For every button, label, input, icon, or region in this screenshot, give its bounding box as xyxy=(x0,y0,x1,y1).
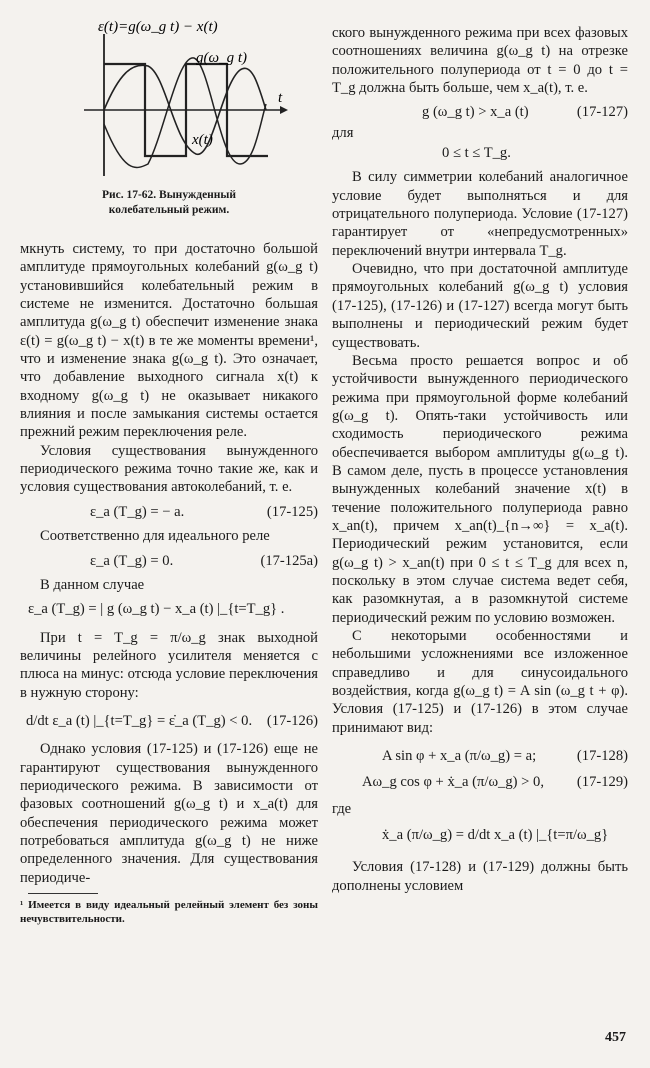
page-number: 457 xyxy=(605,1030,626,1045)
left-column xyxy=(20,0,318,926)
left-paragraph-6: Однако условия (17-125) и (17-126) еще не гарантируют существования вынужденного периодического режима. В зависимости от фазовых соотношений g(ω_g t) и x_a(t) для обеспечения периодического режима может потребоваться амплитуда g(ω_g t) не ниже определенного значения. Для существования периодиче- xyxy=(20,741,318,886)
figure-caption: Рис. 17-62. Вынужденный колебательный режим. xyxy=(101,189,237,216)
equation-interval: 0 ≤ t ≤ T_g. xyxy=(442,145,511,162)
equation-17-126: d/dt ε_a (t) |_{t=T_g} = ε̇_a (T_g) < 0. (17-126) xyxy=(26,712,318,729)
forced-oscillation-figure xyxy=(44,14,294,186)
equation-17-125a: ε_a (T_g) = 0. (17-125а) xyxy=(90,552,318,569)
label-epsilon: ε(t)=g(ω_g t) − x(t) xyxy=(98,19,218,35)
equation-x-dot: ẋ_a (π/ω_g) = d/dt x_a (t) |_{t=π/ω_g} xyxy=(382,827,609,844)
equation-17-129: Aω_g cos φ + ẋ_a (π/ω_g) > 0, (17-129) xyxy=(362,774,628,791)
left-paragraph-2: Условия существования вынужденного периодического режима точно такие же, как и условия существования автоколебаний, т. е. xyxy=(20,442,318,496)
left-paragraph-5: При t = T_g = π/ω_g знак выходной величины релейного усилителя меняется с плюса на минус: отсюда условие переключения в нужную сторону: xyxy=(20,629,318,701)
left-paragraph-3: Соответственно для идеального реле xyxy=(40,528,270,545)
right-paragraph-4: Весьма просто решается вопрос и об устойчивости вынужденного периодического режима при прямоугольной форме колебаний g(ω_g t). Опять-таки устойчивость или сходимость периодического режима обеспечивается выбором амплитуды g(ω_g t). В самом деле, пусть в процессе установления вынужденных колебаний значение x(t) в течение положительного полупериода равно x_an(t), причем x_an(t)_{n→∞} = x_a(t). Периодический режим установится, если g(ω_g t) > x_an(t) при 0 ≤ t ≤ T_g для всех n, поскольку в этом случае система ведет себя, как разомкнутая, а в разомкнутой системе периодический режим по условию возможен. xyxy=(332,352,628,626)
equation-17-128: A sin φ + x_a (π/ω_g) = a; (17-128) xyxy=(382,748,628,765)
label-x: x(t) xyxy=(192,132,213,148)
equation-17-125: ε_a (T_g) = − a. (17-125) xyxy=(90,503,318,520)
right-paragraph-2: В силу симметрии колебаний аналогичное условие будет выполняться и для отрицательного полупериода. Условие (17-127) гарантирует от «непредусмотренных» переключений внутри интервала T_g. xyxy=(332,169,628,259)
right-column xyxy=(332,0,628,895)
t-axis-arrow xyxy=(280,106,288,114)
right-paragraph-1: ского вынужденного режима при всех фазовых соотношениях величина g(ω_g t) на отрезке положительного полупериода от t = 0 до t = T_g должна быть больше, чем x_a(t), т. е. xyxy=(332,25,628,97)
where-word: где xyxy=(332,800,352,817)
for-word: для xyxy=(332,124,354,141)
equation-epsilon-a: ε_a (T_g) = | g (ω_g t) − x_a (t) |_{t=T_g} . xyxy=(28,601,285,618)
footnote-rule xyxy=(28,893,98,894)
equation-17-127: g (ω_g t) > x_a (t) (17-127) xyxy=(422,104,628,121)
right-paragraph-5: С некоторыми особенностями и небольшими усложнениями все изложенное справедливо и для синусоидального воздействия, когда g(ω_g t) = A sin (ω_g t + φ). Условия (17-125) и (17-126) в этом случае принимают вид: xyxy=(332,628,628,736)
label-g: g(ω_g t) xyxy=(196,50,247,66)
label-t: t xyxy=(278,90,283,106)
footnote: ¹ Имеется в виду идеальный релейный элемент без зоны нечувствительности. xyxy=(20,899,318,925)
left-paragraph-1: мкнуть систему, то при достаточно большой амплитуде прямоугольных колебаний g(ω_g t) установившийся колебательный режим в системе не изменится. Достаточно большая амплитуда g(ω_g t) обеспечит изменение знака ε(t) = g(ω_g t) − x(t) в те же моменты времени¹, что и изменение знака g(ω_g t). Это означает, что добавление выходного сигнала x(t) к входному g(ω_g t) не оказывает никакого влияния и после замыкания системы остается прежний режим переключения реле. xyxy=(20,241,318,441)
right-paragraph-6: Условия (17-128) и (17-129) должны быть дополнены условием xyxy=(332,859,628,894)
right-paragraph-3: Очевидно, что при достаточной амплитуде прямоугольных колебаний g(ω_g t) условия (17-125), (17-126) и (17-127) всегда могут быть выполнены и периодический режим будет существовать. xyxy=(332,261,628,351)
left-paragraph-4: В данном случае xyxy=(40,576,145,593)
